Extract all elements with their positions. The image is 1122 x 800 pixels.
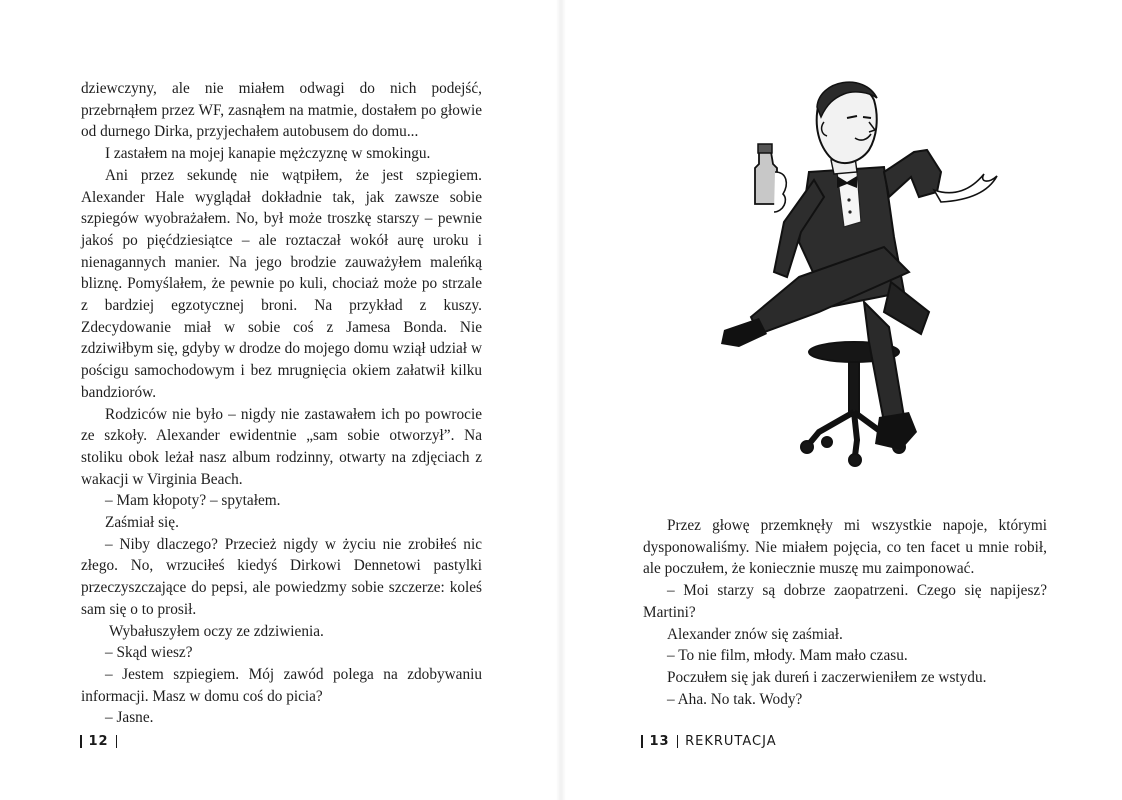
left-page-footer [80,734,124,749]
paragraph: – Jasne. [105,709,154,727]
paragraph: Ani przez sekundę nie wątpiłem, że jest szpiegiem. Alexander Hale wyglądał dokładnie tak, jak zawsze sobie szpiegów wyobrażałem. No, był może troszkę starszy – pewnie jakoś po pięćdziesiątce – ale roztaczał wokół aurę uroku i nienagannych manier. Na jego brodzie zauważyłem maleńką bliznę. Pomyślałem, że pewnie po kuli, chociaż może po strzale z bardziej egzotycznej broni. Na przykład z kuszy. Zdecydowanie miał w sobie coś z Jamesa Bonda. Nie zdziwiłbym się, gdyby w drodze do mojego domu wziął udział w pościgu samochodowym i bez mrugnięcia okiem załatwił kilku bandziorów. [81,166,482,401]
paragraph: dziewczyny, ale nie miałem odwagi do nich podejść, przebrnąłem przez WF, zasnąłem na matmie, dostałem po głowie od durnego Dirka, przyjechałem autobusem do domu... [81,80,482,141]
page-number: 12 [88,734,109,749]
paragraph: Przez głowę przemknęły mi wszystkie napoje, którymi dysponowaliśmy. Nie miałem pojęcia, co ten facet u mnie robił, ale poczułem, że koniecznie muszę mu zaimponować. [643,517,1047,578]
paragraph: Wybałuszyłem oczy ze zdziwienia. [109,622,324,640]
folio-divider [116,735,118,748]
paragraph: – To nie film, młody. Mam mało czasu. [667,647,908,665]
running-head: REKRUTACJA [685,734,777,749]
paragraph: – Jestem szpiegiem. Mój zawód polega na zdobywaniu informacji. Masz w domu coś do picia? [81,665,482,705]
paragraph: Alexander znów się zaśmiał. [667,625,843,643]
paragraph: – Aha. No tak. Wody? [667,690,803,708]
paragraph: – Niby dlaczego? Przecież nigdy w życiu nie zrobiłeś nic złego. No, wrzuciłeś kiedyś Dirkowi Dennetowi pastylki przeczyszczające do pepsi, ale powiedzmy sobie szczerze: koleś sam się o to prosił. [81,535,482,618]
folio-divider [641,735,643,748]
right-page-text [643,515,1047,710]
man-in-tuxedo-on-stool-icon [679,72,1009,472]
folio-divider [677,735,679,748]
folio-divider [80,735,82,748]
right-page [561,0,1122,800]
paragraph: I zastałem na mojej kanapie mężczyznę w smokingu. [105,145,431,163]
paragraph: Rodziców nie było – nigdy nie zastawałem ich po powrocie ze szkoły. Alexander ewidentnie „sam sobie otworzył”. Na stoliku obok leżał nasz album rodzinny, otwarty na zdjęciach z wakacji w Virginia Beach. [81,405,482,488]
left-page-text [81,78,482,729]
paragraph: – Skąd wiesz? [105,644,193,662]
paragraph: – Moi starzy są dobrze zaopatrzeni. Czego się napijesz? Martini? [643,582,1047,621]
right-page-footer [641,734,777,749]
page-number: 13 [649,734,670,749]
paragraph: Zaśmiał się. [105,514,179,532]
paragraph: – Mam kłopoty? – spytałem. [105,492,281,510]
paragraph: Poczułem się jak dureń i zaczerwieniłem ze wstydu. [667,668,987,686]
